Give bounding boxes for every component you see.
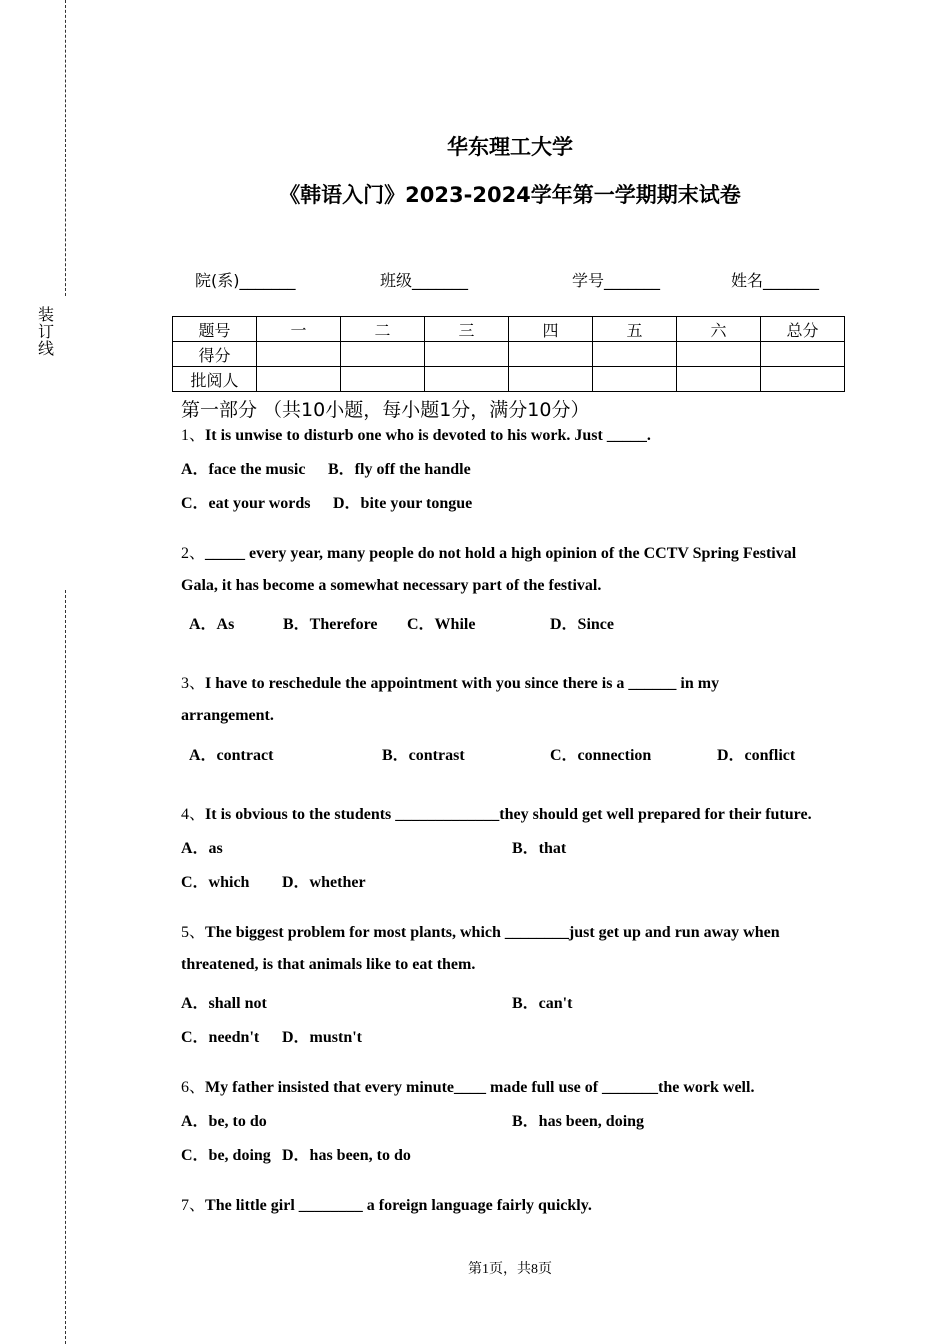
grader-cell bbox=[425, 367, 509, 392]
option-b: B．contrast bbox=[382, 747, 465, 764]
option-c: C．which bbox=[181, 874, 250, 891]
score-row bbox=[173, 342, 845, 367]
option-b: B．can't bbox=[512, 995, 573, 1012]
option-c: C．be, doing bbox=[181, 1147, 271, 1164]
question-number: 6、 bbox=[181, 1079, 206, 1096]
score-cell bbox=[509, 342, 593, 367]
header-cell: 一 bbox=[257, 317, 341, 342]
score-cell bbox=[425, 342, 509, 367]
section-title: 第一部分 （共10小题，每小题1分，满分10分） bbox=[181, 399, 590, 421]
question-2-line-2: Gala, it has become a somewhat necessary part of the festival. bbox=[181, 577, 602, 594]
grader-cell bbox=[761, 367, 845, 392]
name-field: 姓名_______ bbox=[731, 271, 820, 290]
question-5-line-1: 5、The biggest problem for most plants, which ________just get up and run away when bbox=[181, 924, 780, 941]
exam-title: 《韩语入门》2023-2024学年第一学期期末试卷 bbox=[279, 183, 741, 207]
header-cell: 二 bbox=[341, 317, 425, 342]
question-7-line-1: 7、The little girl ________ a foreign language fairly quickly. bbox=[181, 1197, 592, 1214]
option-b: B．has been, doing bbox=[512, 1113, 645, 1130]
grader-cell bbox=[341, 367, 425, 392]
question-number: 4、 bbox=[181, 806, 206, 823]
option-d: D．conflict bbox=[717, 747, 796, 764]
question-5-line-2: threatened, is that animals like to eat them. bbox=[181, 956, 476, 973]
header-cell: 三 bbox=[425, 317, 509, 342]
row-label: 得分 bbox=[173, 342, 257, 367]
department-field: 院(系)_______ bbox=[195, 271, 296, 290]
option-d: D．Since bbox=[550, 616, 615, 633]
option-b: B．fly off the handle bbox=[328, 461, 471, 478]
score-cell bbox=[257, 342, 341, 367]
option-a: A．as bbox=[181, 840, 223, 857]
option-d: D．bite your tongue bbox=[333, 495, 473, 512]
score-cell bbox=[593, 342, 677, 367]
question-number: 3、 bbox=[181, 675, 206, 692]
question-3-line-2: arrangement. bbox=[181, 707, 274, 724]
option-b: B．that bbox=[512, 840, 567, 857]
score-cell bbox=[341, 342, 425, 367]
option-d: D．mustn't bbox=[282, 1029, 363, 1046]
student-id-field: 学号_______ bbox=[572, 271, 661, 290]
question-4-line-1: 4、It is obvious to the students _____________they should get well prepared for their future. bbox=[181, 806, 812, 823]
option-a: A．As bbox=[189, 616, 235, 633]
question-3-line-1: 3、I have to reschedule the appointment with you since there is a ______ in my bbox=[181, 675, 720, 692]
score-cell bbox=[677, 342, 761, 367]
option-c: C．eat your words bbox=[181, 495, 311, 512]
grader-cell bbox=[509, 367, 593, 392]
grader-cell bbox=[677, 367, 761, 392]
page-footer: 第1页，共8页 bbox=[468, 1262, 552, 1277]
header-cell: 四 bbox=[509, 317, 593, 342]
header-cell: 总分 bbox=[761, 317, 845, 342]
university-title: 华东理工大学 bbox=[447, 135, 573, 159]
grader-cell bbox=[593, 367, 677, 392]
question-2-line-1: 2、_____ every year, many people do not hold a high opinion of the CCTV Spring Festival bbox=[181, 545, 797, 562]
option-a: A．face the music bbox=[181, 461, 306, 478]
option-c: C．needn't bbox=[181, 1029, 260, 1046]
binding-line-bottom bbox=[65, 590, 66, 1344]
header-cell: 题号 bbox=[173, 317, 257, 342]
option-a: A．contract bbox=[189, 747, 274, 764]
class-field: 班级_______ bbox=[380, 271, 469, 290]
grader-cell bbox=[257, 367, 341, 392]
score-cell bbox=[761, 342, 845, 367]
row-label: 批阅人 bbox=[173, 367, 257, 392]
score-table-header-row bbox=[173, 317, 845, 342]
option-b: B．Therefore bbox=[283, 616, 378, 633]
question-number: 1、 bbox=[181, 427, 206, 444]
option-d: D．has been, to do bbox=[282, 1147, 411, 1164]
question-1-line-1: 1、It is unwise to disturb one who is devoted to his work. Just _____. bbox=[181, 427, 651, 444]
header-cell: 六 bbox=[677, 317, 761, 342]
option-a: A．be, to do bbox=[181, 1113, 267, 1130]
grader-row bbox=[173, 367, 845, 392]
option-d: D．whether bbox=[282, 874, 366, 891]
option-c: C．connection bbox=[550, 747, 652, 764]
header-cell: 五 bbox=[593, 317, 677, 342]
score-table bbox=[172, 316, 845, 392]
question-number: 7、 bbox=[181, 1197, 206, 1214]
question-number: 5、 bbox=[181, 924, 206, 941]
question-6-line-1: 6、My father insisted that every minute____ made full use of _______the work well. bbox=[181, 1079, 755, 1096]
option-a: A．shall not bbox=[181, 995, 267, 1012]
binding-label: 装订线 bbox=[37, 305, 54, 358]
option-c: C．While bbox=[407, 616, 476, 633]
question-number: 2、 bbox=[181, 545, 206, 562]
